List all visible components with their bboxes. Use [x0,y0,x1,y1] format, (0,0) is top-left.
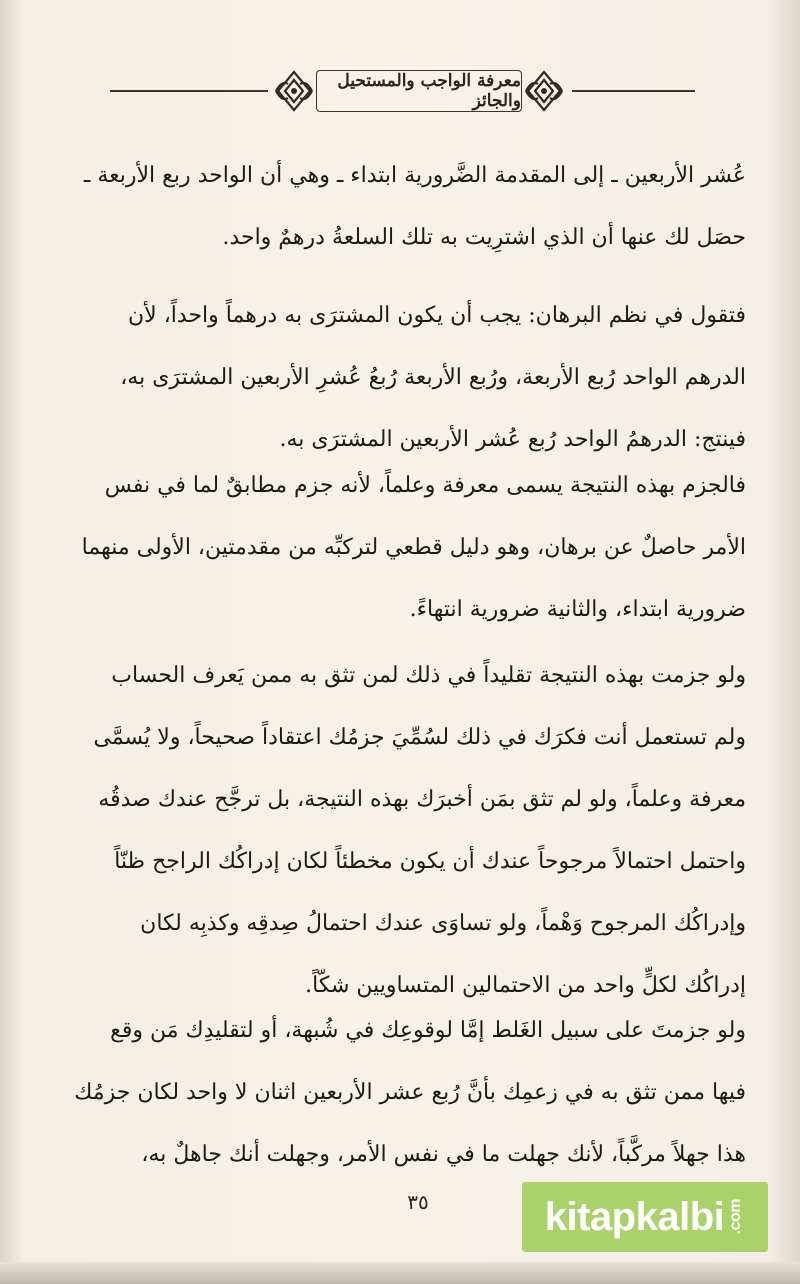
text-line: وإدراكُك المرجوح وَهْماً، ولو تساوَى عندك احتمالُ صِدقِه وكذبِه لكان [140,911,746,936]
text-line: حصَل لك عنها أن الذي اشترِيت به تلك السلعةُ درهمٌ واحد. [222,225,746,250]
text-line: فينتج: الدرهمُ الواحد رُبع عُشر الأربعين المشترَى به. [279,427,746,452]
header-rule-left [110,90,268,92]
watermark-suffix: .com [727,1199,745,1235]
paragraph [66,285,746,471]
text-line: فالجزم بهذه النتيجة يسمى معرفة وعلماً، لأنه جزم مطابقٌ لما في نفس [104,473,746,498]
page-edge [0,1262,800,1284]
paragraph [66,455,746,641]
text-line: فتقول في نظم البرهان: يجب أن يكون المشترَى به درهماً واحداً، لأن [128,303,746,328]
watermark-text: kitapkalbi [544,1194,725,1239]
text-line: عُشر الأربعين ـ إلى المقدمة الضَّرورية ابتداء ـ وهي أن الواحد ربع الأربعة ـ [83,163,746,188]
chapter-title: معرفة الواجب والمستحيل والجائز [316,70,522,112]
text-line: إدراكُك لكلٍّ واحد من الاحتمالين المتساويين شكّاً. [305,973,746,998]
text-line: معرفة وعلماً، ولو لم تثق بمَن أخبرَك بهذه النتيجة، بل ترجَّح عندك صدقُه [98,787,746,812]
body-text [66,1000,746,1186]
page-number: ٣٥ [407,1190,429,1214]
paragraph [66,645,746,1017]
text-line: الأمر حاصلٌ عن برهان، وهو دليل قطعي لتركبِّه من مقدمتين، الأولى منهما [81,535,746,560]
text-line: الدرهم الواحد رُبع الأربعة، ورُبع الأربعة رُبعُ عُشرِ الأربعين المشترَى به، [120,365,746,390]
paragraph [66,1000,746,1186]
body-text [66,455,746,641]
text-line: ولو جزمت بهذه النتيجة تقليداً في ذلك لمن تثق به ممن يَعرف الحساب [111,663,746,688]
ornament-icon [272,68,316,114]
text-line: ضرورية ابتداء، والثانية ضرورية انتهاءً. [409,597,746,622]
text-line: هذا جهلاً مركَّباً، لأنك جهلت ما في نفس الأمر، وجهلت أنك جاهلٌ به، [141,1142,746,1167]
paragraph [66,145,746,269]
text-line: ولو جزمتَ على سبيل الغَلط إمَّا لوقوعِك في شُبهة، أو لتقليدِك مَن وقع [110,1018,746,1043]
header-rule-right [572,90,695,92]
body-text [66,285,746,471]
text-line: ولم تستعمل أنت فكرَك في ذلك لسُمِّيَ جزمُك اعتقاداً صحيحاً، ولا يُسمَّى [93,725,746,750]
text-line: فيها ممن تثق به في زعمِك بأنَّ رُبع عشر الأربعين اثنان لا واحد لكان جزمُك [74,1080,746,1105]
body-text [66,645,746,1017]
ornament-icon [522,68,566,114]
text-line: واحتمل احتمالاً مرجوحاً عندك أن يكون مخطئاً لكان إدراكُك الراجح ظنّاً [114,849,746,874]
body-text [66,145,746,269]
watermark-logo [522,1182,768,1252]
running-header [110,60,695,122]
